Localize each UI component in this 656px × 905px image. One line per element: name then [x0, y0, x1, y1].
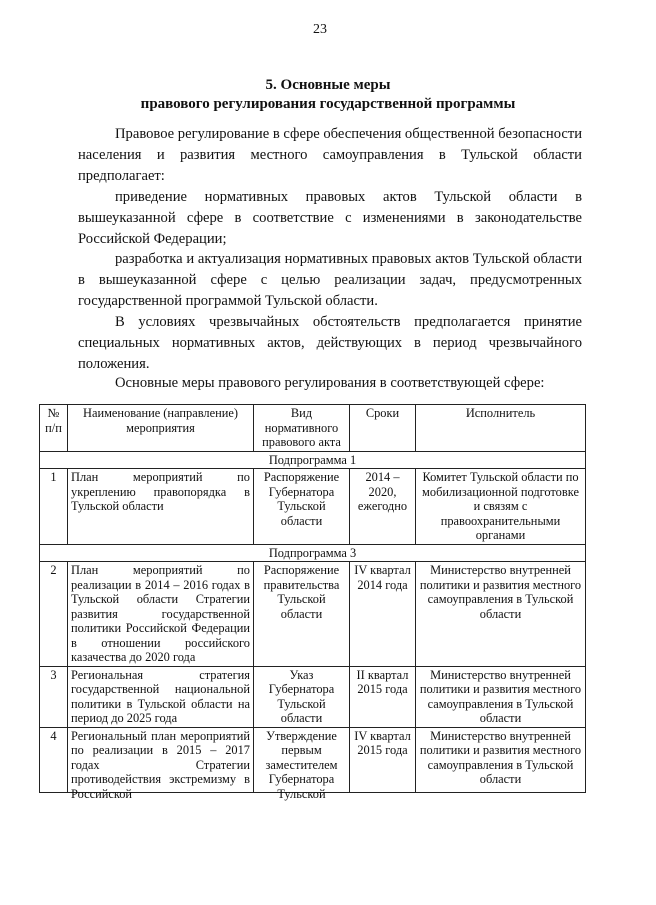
- row-name-text: Региональный план мероприятий по реализации в 2015 – 2017 годах Стратегии противодействия экстремизму в Российской: [71, 728, 250, 801]
- section-title: [0, 76, 656, 114]
- section-title-line-2: правового регулирования государственной программы: [140, 96, 516, 112]
- row-name: Региональная стратегия государственной национальной политики в Тульской области на период до 2025 года: [68, 666, 254, 727]
- row-act: Распоряжение правительства Тульской области: [254, 562, 350, 667]
- table-header-row: [40, 405, 586, 452]
- paragraph-2: приведение нормативных правовых актов Тульской области в вышеуказанной сфере в соответствие с изменениями в законодательстве Российской Федерации;: [78, 189, 582, 247]
- row-executor-text: Министерство внутренней политики и развития местного самоуправления в Тульской области: [419, 728, 582, 786]
- row-executor: Комитет Тульской области по мобилизационной подготовке и связям с правоохранительными органами: [416, 469, 586, 545]
- header-num: № п/п: [40, 405, 68, 452]
- subprogram-label: Подпрограмма 1: [40, 451, 586, 469]
- row-name: [68, 727, 254, 801]
- header-term: Сроки: [350, 405, 416, 452]
- paragraph-1: Правовое регулирование в сфере обеспечения общественной безопасности населения и развития местного самоуправления в Тульской области предполагает:: [78, 126, 583, 184]
- row-executor: Министерство внутренней политики и развития местного самоуправления в Тульской области: [416, 666, 586, 727]
- row-executor: [416, 727, 586, 792]
- header-act: Вид нормативного правового акта: [254, 405, 350, 452]
- row-act: [254, 727, 350, 801]
- row-act: Указ Губернатора Тульской области: [254, 666, 350, 727]
- row-num: 4: [40, 727, 68, 792]
- row-name: План мероприятий по реализации в 2014 – 2016 годах в Тульской области Стратегии развития государственной политики Российской Федерации в отношении российского казачества до 2020 года: [68, 562, 254, 667]
- row-name: План мероприятий по укреплению правопорядка в Тульской области: [68, 469, 254, 545]
- row-num: 3: [40, 666, 68, 727]
- page-number: 23: [313, 22, 327, 37]
- row-num: 2: [40, 562, 68, 667]
- legal-measures-table: [39, 404, 586, 801]
- subprogram-row: [40, 451, 586, 469]
- row-term: 2014 – 2020, ежегодно: [350, 469, 416, 545]
- paragraph-3: разработка и актуализация нормативных правовых актов Тульской области в вышеуказанной сфере с целью реализации задач, предусмотренных государственной программой Тульской области.: [78, 251, 582, 309]
- header-executor: Исполнитель: [416, 405, 586, 452]
- row-act: Распоряжение Губернатора Тульской области: [254, 469, 350, 545]
- row-term: IV квартал 2014 года: [350, 562, 416, 667]
- subprogram-row: [40, 544, 586, 562]
- table-row: [40, 469, 586, 545]
- subprogram-label: Подпрограмма 3: [40, 544, 586, 562]
- paragraph-5: Основные меры правового регулирования в соответствующей сфере:: [115, 375, 545, 391]
- paragraph-4: В условиях чрезвычайных обстоятельств предполагается принятие специальных нормативных актов, действующих в период чрезвычайного положения.: [78, 314, 582, 372]
- table-row: [40, 562, 586, 667]
- section-title-line-1: 5. Основные меры: [265, 77, 391, 93]
- row-act-text: Утверждение первым заместителем Губернатора Тульской: [265, 728, 338, 801]
- row-term: II квартал 2015 года: [350, 666, 416, 727]
- header-name: Наименование (направление) мероприятия: [68, 405, 254, 452]
- row-executor: Министерство внутренней политики и развития местного самоуправления в Тульской области: [416, 562, 586, 667]
- table-row: [40, 666, 586, 727]
- row-num: 1: [40, 469, 68, 545]
- row-term: IV квартал 2015 года: [350, 727, 416, 792]
- table-row: [40, 727, 586, 792]
